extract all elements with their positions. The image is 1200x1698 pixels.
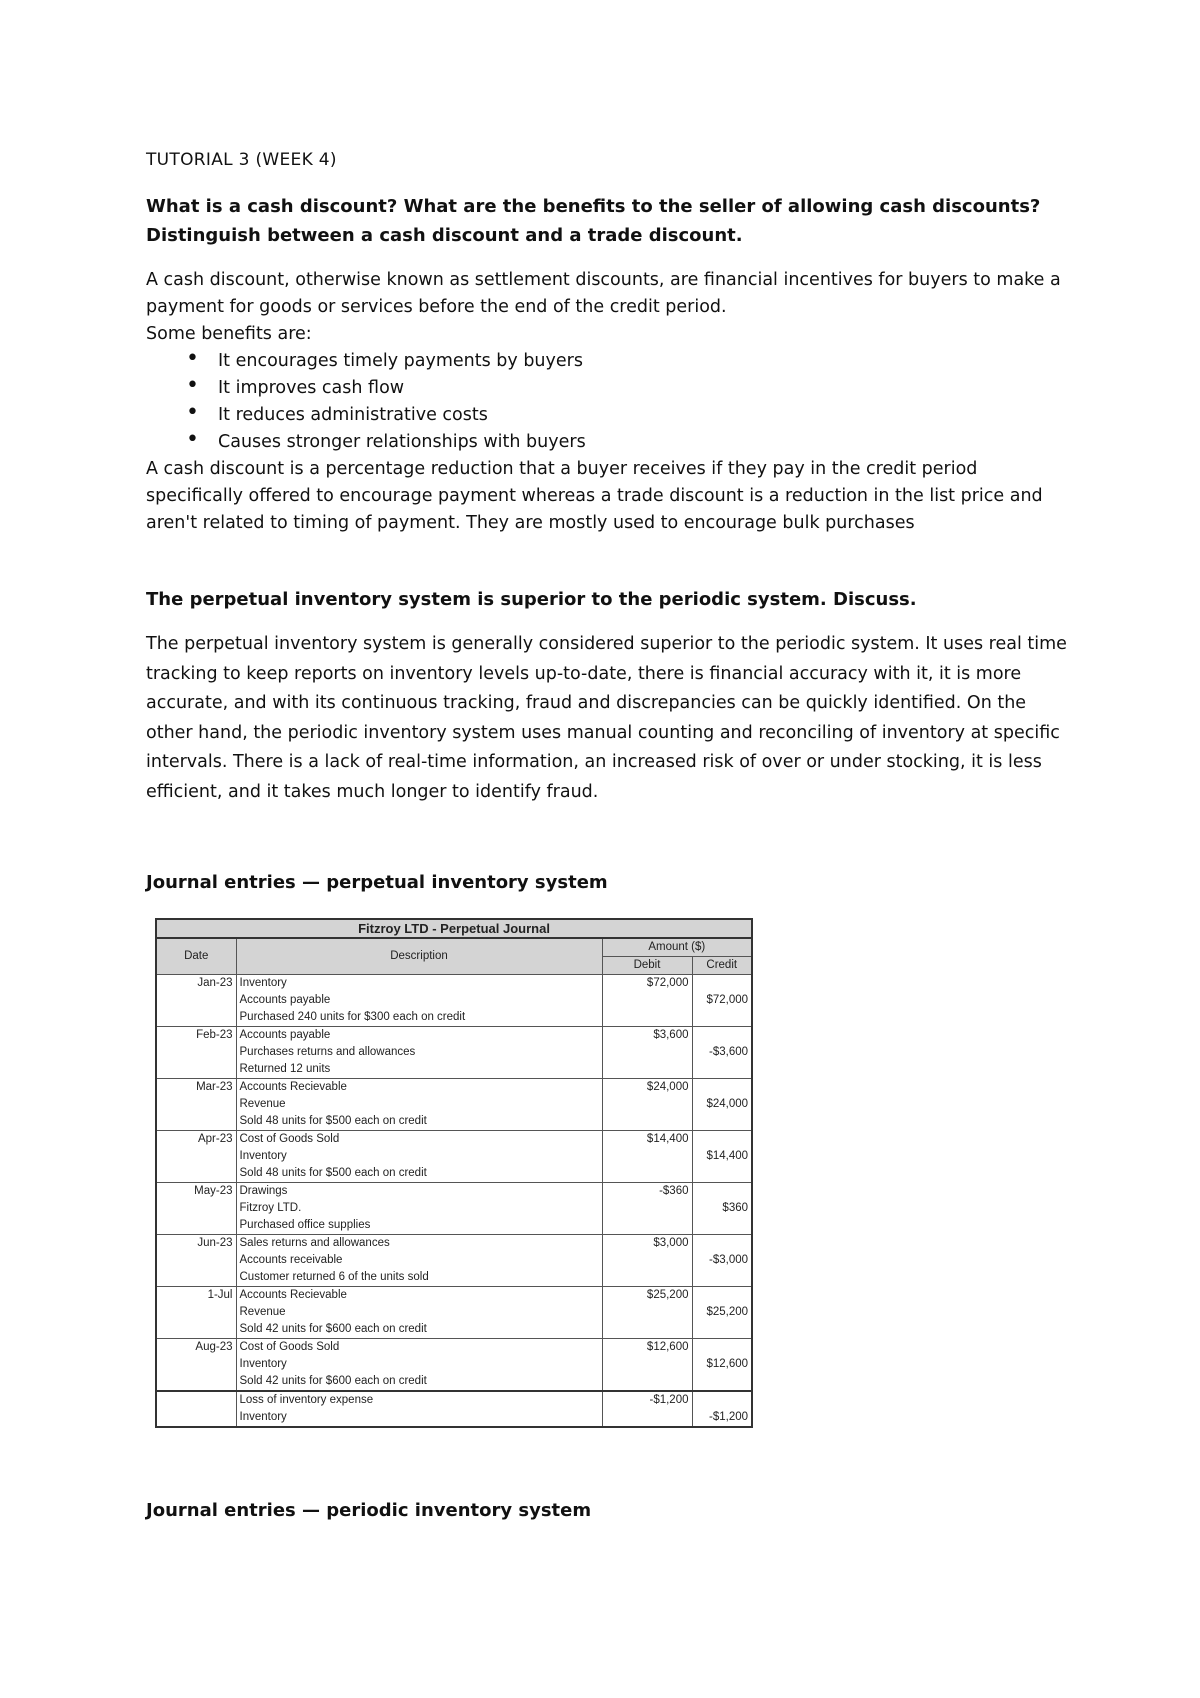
journal-title: Fitzroy LTD - Perpetual Journal (156, 919, 752, 938)
entry-debit (602, 1252, 692, 1269)
benefit-item: • It encourages timely payments by buyers (146, 348, 1076, 375)
entry-date: Mar-23 (156, 1079, 236, 1097)
entry-description: Purchased 240 units for $300 each on credit (236, 1009, 602, 1027)
entry-debit: $25,200 (602, 1287, 692, 1305)
entry-description: Fitzroy LTD. (236, 1200, 602, 1217)
entry-credit: $72,000 (692, 992, 752, 1009)
entry-description: Cost of Goods Sold (236, 1131, 602, 1149)
table-row (156, 1252, 752, 1269)
entry-date (156, 1009, 236, 1027)
entry-debit (602, 1373, 692, 1391)
entry-description: Inventory (236, 1409, 602, 1427)
entry-credit (692, 1113, 752, 1131)
entry-debit (602, 1009, 692, 1027)
table-row (156, 1027, 752, 1045)
entry-date (156, 1044, 236, 1061)
entry-description: Sold 48 units for $500 each on credit (236, 1113, 602, 1131)
entry-credit (692, 975, 752, 993)
entry-credit: $24,000 (692, 1096, 752, 1113)
table-row (156, 992, 752, 1009)
entry-debit: -$1,200 (602, 1391, 692, 1409)
entry-date (156, 1217, 236, 1235)
entry-date: Jun-23 (156, 1235, 236, 1253)
perpetual-journal-heading: Journal entries — perpetual inventory system (146, 872, 608, 893)
entry-description: Revenue (236, 1304, 602, 1321)
entry-date: May-23 (156, 1183, 236, 1201)
col-amount: Amount ($) (602, 938, 752, 957)
entry-debit (602, 1200, 692, 1217)
entry-debit: $72,000 (602, 975, 692, 993)
entry-description: Accounts payable (236, 1027, 602, 1045)
entry-credit (692, 1287, 752, 1305)
table-row (156, 1009, 752, 1027)
entry-credit (692, 1183, 752, 1201)
entry-debit (602, 1061, 692, 1079)
table-row (156, 1235, 752, 1253)
entry-credit (692, 1131, 752, 1149)
entry-description: Loss of inventory expense (236, 1391, 602, 1409)
entry-description: Drawings (236, 1183, 602, 1201)
entry-credit: -$3,000 (692, 1252, 752, 1269)
table-row (156, 1200, 752, 1217)
entry-date: Apr-23 (156, 1131, 236, 1149)
entry-date (156, 1165, 236, 1183)
entry-description: Inventory (236, 1148, 602, 1165)
table-row (156, 1339, 752, 1357)
table-row (156, 1391, 752, 1409)
entry-debit (602, 1044, 692, 1061)
table-row (156, 1165, 752, 1183)
discount-comparison: A cash discount is a percentage reduction that a buyer receives if they pay in the credit period specifically offered to encourage payment whereas a trade discount is a reduction in the list price and aren't related to timing of payment. They are mostly used to encourage bulk purchases (146, 459, 1043, 533)
entry-description: Accounts Recievable (236, 1079, 602, 1097)
entry-credit: -$3,600 (692, 1044, 752, 1061)
table-row (156, 1356, 752, 1373)
entry-description: Inventory (236, 975, 602, 993)
entry-description: Purchases returns and allowances (236, 1044, 602, 1061)
entry-description: Inventory (236, 1356, 602, 1373)
entry-credit (692, 1079, 752, 1097)
question-inventory-systems: The perpetual inventory system is superior to the periodic system. Discuss. (146, 589, 917, 610)
entry-description: Accounts Recievable (236, 1287, 602, 1305)
benefit-item: • Causes stronger relationships with buyers (146, 429, 1076, 456)
table-row (156, 1373, 752, 1391)
answer-cash-discount (146, 267, 1076, 537)
entry-date: 1-Jul (156, 1287, 236, 1305)
benefits-label: Some benefits are: (146, 324, 312, 344)
entry-date (156, 1113, 236, 1131)
table-row (156, 1113, 752, 1131)
entry-credit: $14,400 (692, 1148, 752, 1165)
question-cash-discount: What is a cash discount? What are the benefits to the seller of allowing cash discounts? Distinguish between a cash discount and a trade discount. (146, 196, 1041, 246)
table-row (156, 1269, 752, 1287)
entry-date (156, 1252, 236, 1269)
entry-description: Returned 12 units (236, 1061, 602, 1079)
entry-description: Sold 42 units for $600 each on credit (236, 1373, 602, 1391)
answer-inventory-systems: The perpetual inventory system is generally considered superior to the periodic system. It uses real time tracking to keep reports on inventory levels up-to-date, there is financial accuracy with it, it is more accurate, and with its continuous tracking, fraud and discrepancies can be quickly identified. On the other hand, the periodic inventory system uses manual counting and reconciling of inventory at specific intervals. There is a lack of real-time information, an increased risk of over or under stocking, it is less efficient, and it takes much longer to identify fraud. (146, 634, 1067, 802)
benefit-item: • It reduces administrative costs (146, 402, 1076, 429)
entry-date (156, 1356, 236, 1373)
entry-date (156, 1321, 236, 1339)
entry-debit (602, 1148, 692, 1165)
answer-intro: A cash discount, otherwise known as settlement discounts, are financial incentives for buyers to make a payment for goods or services before the end of the credit period. (146, 270, 1061, 317)
table-row (156, 1183, 752, 1201)
entry-description: Sold 48 units for $500 each on credit (236, 1165, 602, 1183)
entry-debit: $24,000 (602, 1079, 692, 1097)
table-row (156, 975, 752, 993)
table-row (156, 1287, 752, 1305)
entry-debit (602, 1165, 692, 1183)
table-row (156, 1096, 752, 1113)
entry-date (156, 1391, 236, 1409)
entry-debit (602, 1321, 692, 1339)
entry-date (156, 1148, 236, 1165)
table-row (156, 1321, 752, 1339)
entry-credit (692, 1217, 752, 1235)
entry-date (156, 1096, 236, 1113)
entry-credit (692, 1321, 752, 1339)
entry-credit: $25,200 (692, 1304, 752, 1321)
benefit-item: • It improves cash flow (146, 375, 1076, 402)
table-row (156, 1409, 752, 1427)
table-row (156, 1217, 752, 1235)
col-date: Date (156, 938, 236, 975)
entry-date (156, 1061, 236, 1079)
entry-credit (692, 1165, 752, 1183)
entry-description: Purchased office supplies (236, 1217, 602, 1235)
entry-description: Cost of Goods Sold (236, 1339, 602, 1357)
entry-debit (602, 992, 692, 1009)
entry-credit (692, 1391, 752, 1409)
entry-credit (692, 1339, 752, 1357)
entry-date (156, 1304, 236, 1321)
periodic-journal-heading: Journal entries — periodic inventory system (146, 1500, 592, 1521)
entry-debit (602, 1269, 692, 1287)
entry-description: Customer returned 6 of the units sold (236, 1269, 602, 1287)
entry-date (156, 992, 236, 1009)
entry-description: Sales returns and allowances (236, 1235, 602, 1253)
entry-credit: $360 (692, 1200, 752, 1217)
entry-debit: $3,600 (602, 1027, 692, 1045)
entry-debit (602, 1409, 692, 1427)
benefits-list (146, 348, 1076, 456)
entry-date (156, 1373, 236, 1391)
entry-date (156, 1409, 236, 1427)
journal-body (156, 975, 752, 1428)
perpetual-journal-table (155, 918, 751, 1428)
entry-debit (602, 1113, 692, 1131)
entry-debit: -$360 (602, 1183, 692, 1201)
entry-credit: -$1,200 (692, 1409, 752, 1427)
entry-date: Jan-23 (156, 975, 236, 993)
entry-credit (692, 1235, 752, 1253)
entry-description: Revenue (236, 1096, 602, 1113)
table-row (156, 1131, 752, 1149)
entry-date (156, 1200, 236, 1217)
entry-date: Aug-23 (156, 1339, 236, 1357)
col-debit: Debit (602, 957, 692, 975)
entry-credit (692, 1027, 752, 1045)
entry-description: Accounts payable (236, 992, 602, 1009)
entry-debit (602, 1096, 692, 1113)
table-row (156, 1304, 752, 1321)
entry-debit (602, 1304, 692, 1321)
table-row (156, 1044, 752, 1061)
entry-credit (692, 1061, 752, 1079)
entry-credit (692, 1373, 752, 1391)
entry-date (156, 1269, 236, 1287)
entry-date: Feb-23 (156, 1027, 236, 1045)
entry-debit: $12,600 (602, 1339, 692, 1357)
table-row (156, 1061, 752, 1079)
col-description: Description (236, 938, 602, 975)
entry-debit: $3,000 (602, 1235, 692, 1253)
entry-description: Accounts receivable (236, 1252, 602, 1269)
col-credit: Credit (692, 957, 752, 975)
entry-credit (692, 1269, 752, 1287)
entry-debit: $14,400 (602, 1131, 692, 1149)
entry-credit: $12,600 (692, 1356, 752, 1373)
tutorial-title: TUTORIAL 3 (WEEK 4) (146, 150, 337, 170)
entry-debit (602, 1356, 692, 1373)
table-row (156, 1079, 752, 1097)
entry-description: Sold 42 units for $600 each on credit (236, 1321, 602, 1339)
entry-credit (692, 1009, 752, 1027)
table-row (156, 1148, 752, 1165)
entry-debit (602, 1217, 692, 1235)
